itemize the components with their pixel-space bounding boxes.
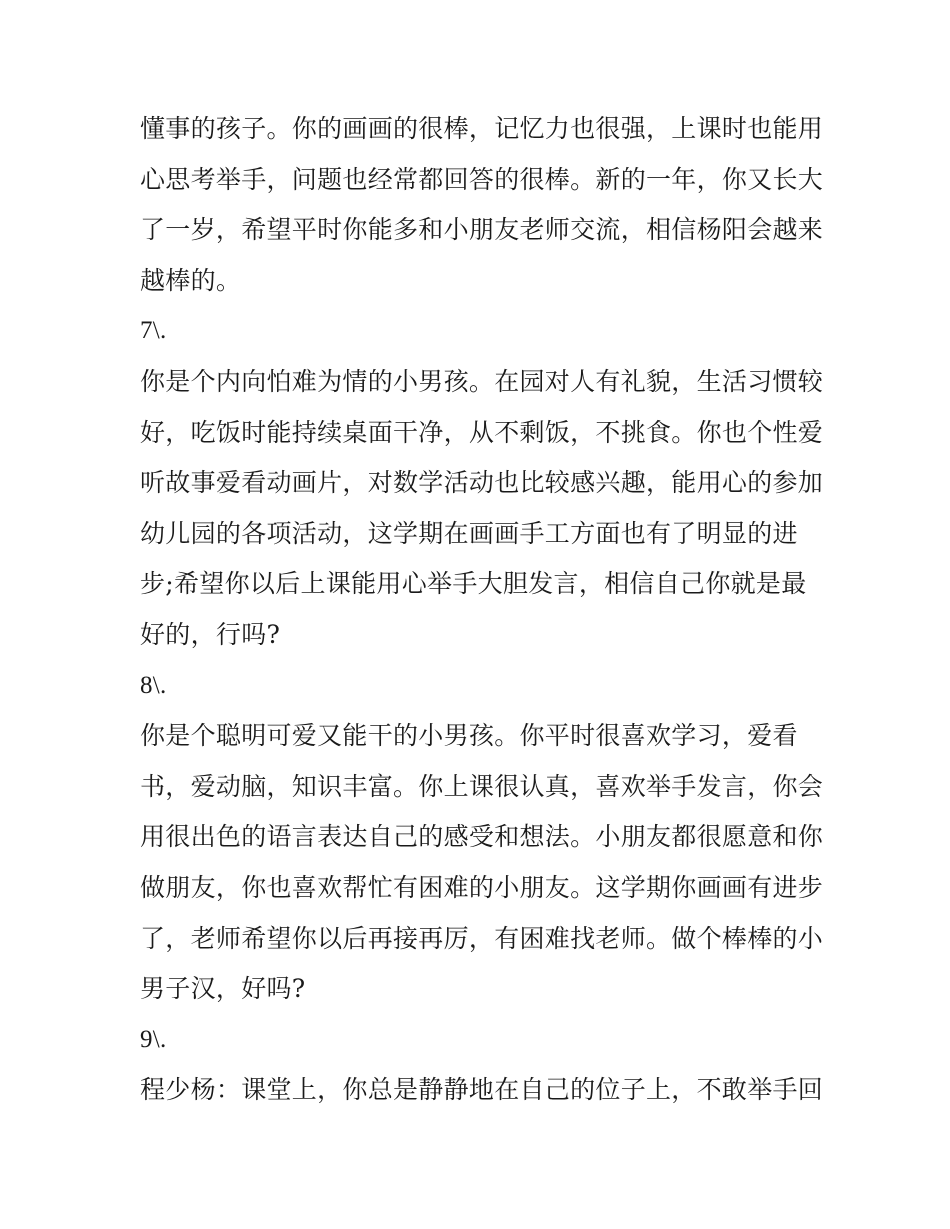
paragraph-line: 程少杨：课堂上，你总是静静地在自己的位子上，不敢举手回: [140, 1075, 824, 1105]
paragraph-line: 了一岁，希望平时你能多和小朋友老师交流，相信杨阳会越来: [140, 215, 824, 245]
paragraph-line: 越棒的。: [140, 265, 242, 295]
comment-paragraph: [140, 357, 824, 661]
paragraph-line: 好，吃饭时能持续桌面干净，从不剩饭，不挑食。你也个性爱: [140, 417, 824, 447]
paragraph-line: 听故事爱看动画片，对数学活动也比较感兴趣，能用心的参加: [140, 468, 824, 498]
paragraph-line: 你是个聪明可爱又能干的小男孩。你平时很喜欢学习，爱看: [140, 721, 798, 751]
comment-paragraph: [140, 1065, 824, 1116]
paragraph-line: 懂事的孩子。你的画画的很棒，记忆力也很强，上课时也能用: [140, 114, 824, 143]
paragraph-line: 好的，行吗?: [140, 619, 281, 649]
paragraph-line: 步;希望你以后上课能用心举手大胆发言，相信自己你就是最: [140, 569, 807, 599]
paragraph-line: 书，爱动脑，知识丰富。你上课很认真，喜欢举手发言，你会: [140, 771, 824, 801]
paragraph-line: 幼儿园的各项活动，这学期在画画手工方面也有了明显的进: [140, 518, 798, 548]
item-number: 9\.: [140, 1025, 167, 1053]
paragraph-line: 你是个内向怕难为情的小男孩。在园对人有礼貌，生活习惯较: [140, 366, 824, 396]
document-body: [140, 104, 824, 1116]
paragraph-line: 心思考举手，问题也经常都回答的很棒。新的一年，你又长大: [140, 164, 824, 194]
paragraph-line: 做朋友，你也喜欢帮忙有困难的小朋友。这学期你画画有进步: [140, 872, 824, 902]
item-number: 8\.: [140, 671, 167, 699]
paragraph-line: 男子汉，好吗?: [140, 974, 306, 1004]
comment-paragraph: [140, 711, 824, 1015]
paragraph-line: 用很出色的语言表达自己的感受和想法。小朋友都很愿意和你: [140, 822, 824, 852]
item-number: 7\.: [140, 317, 167, 345]
comment-paragraph: [140, 104, 824, 306]
paragraph-line: 了，老师希望你以后再接再厉，有困难找老师。做个棒棒的小: [140, 923, 824, 953]
